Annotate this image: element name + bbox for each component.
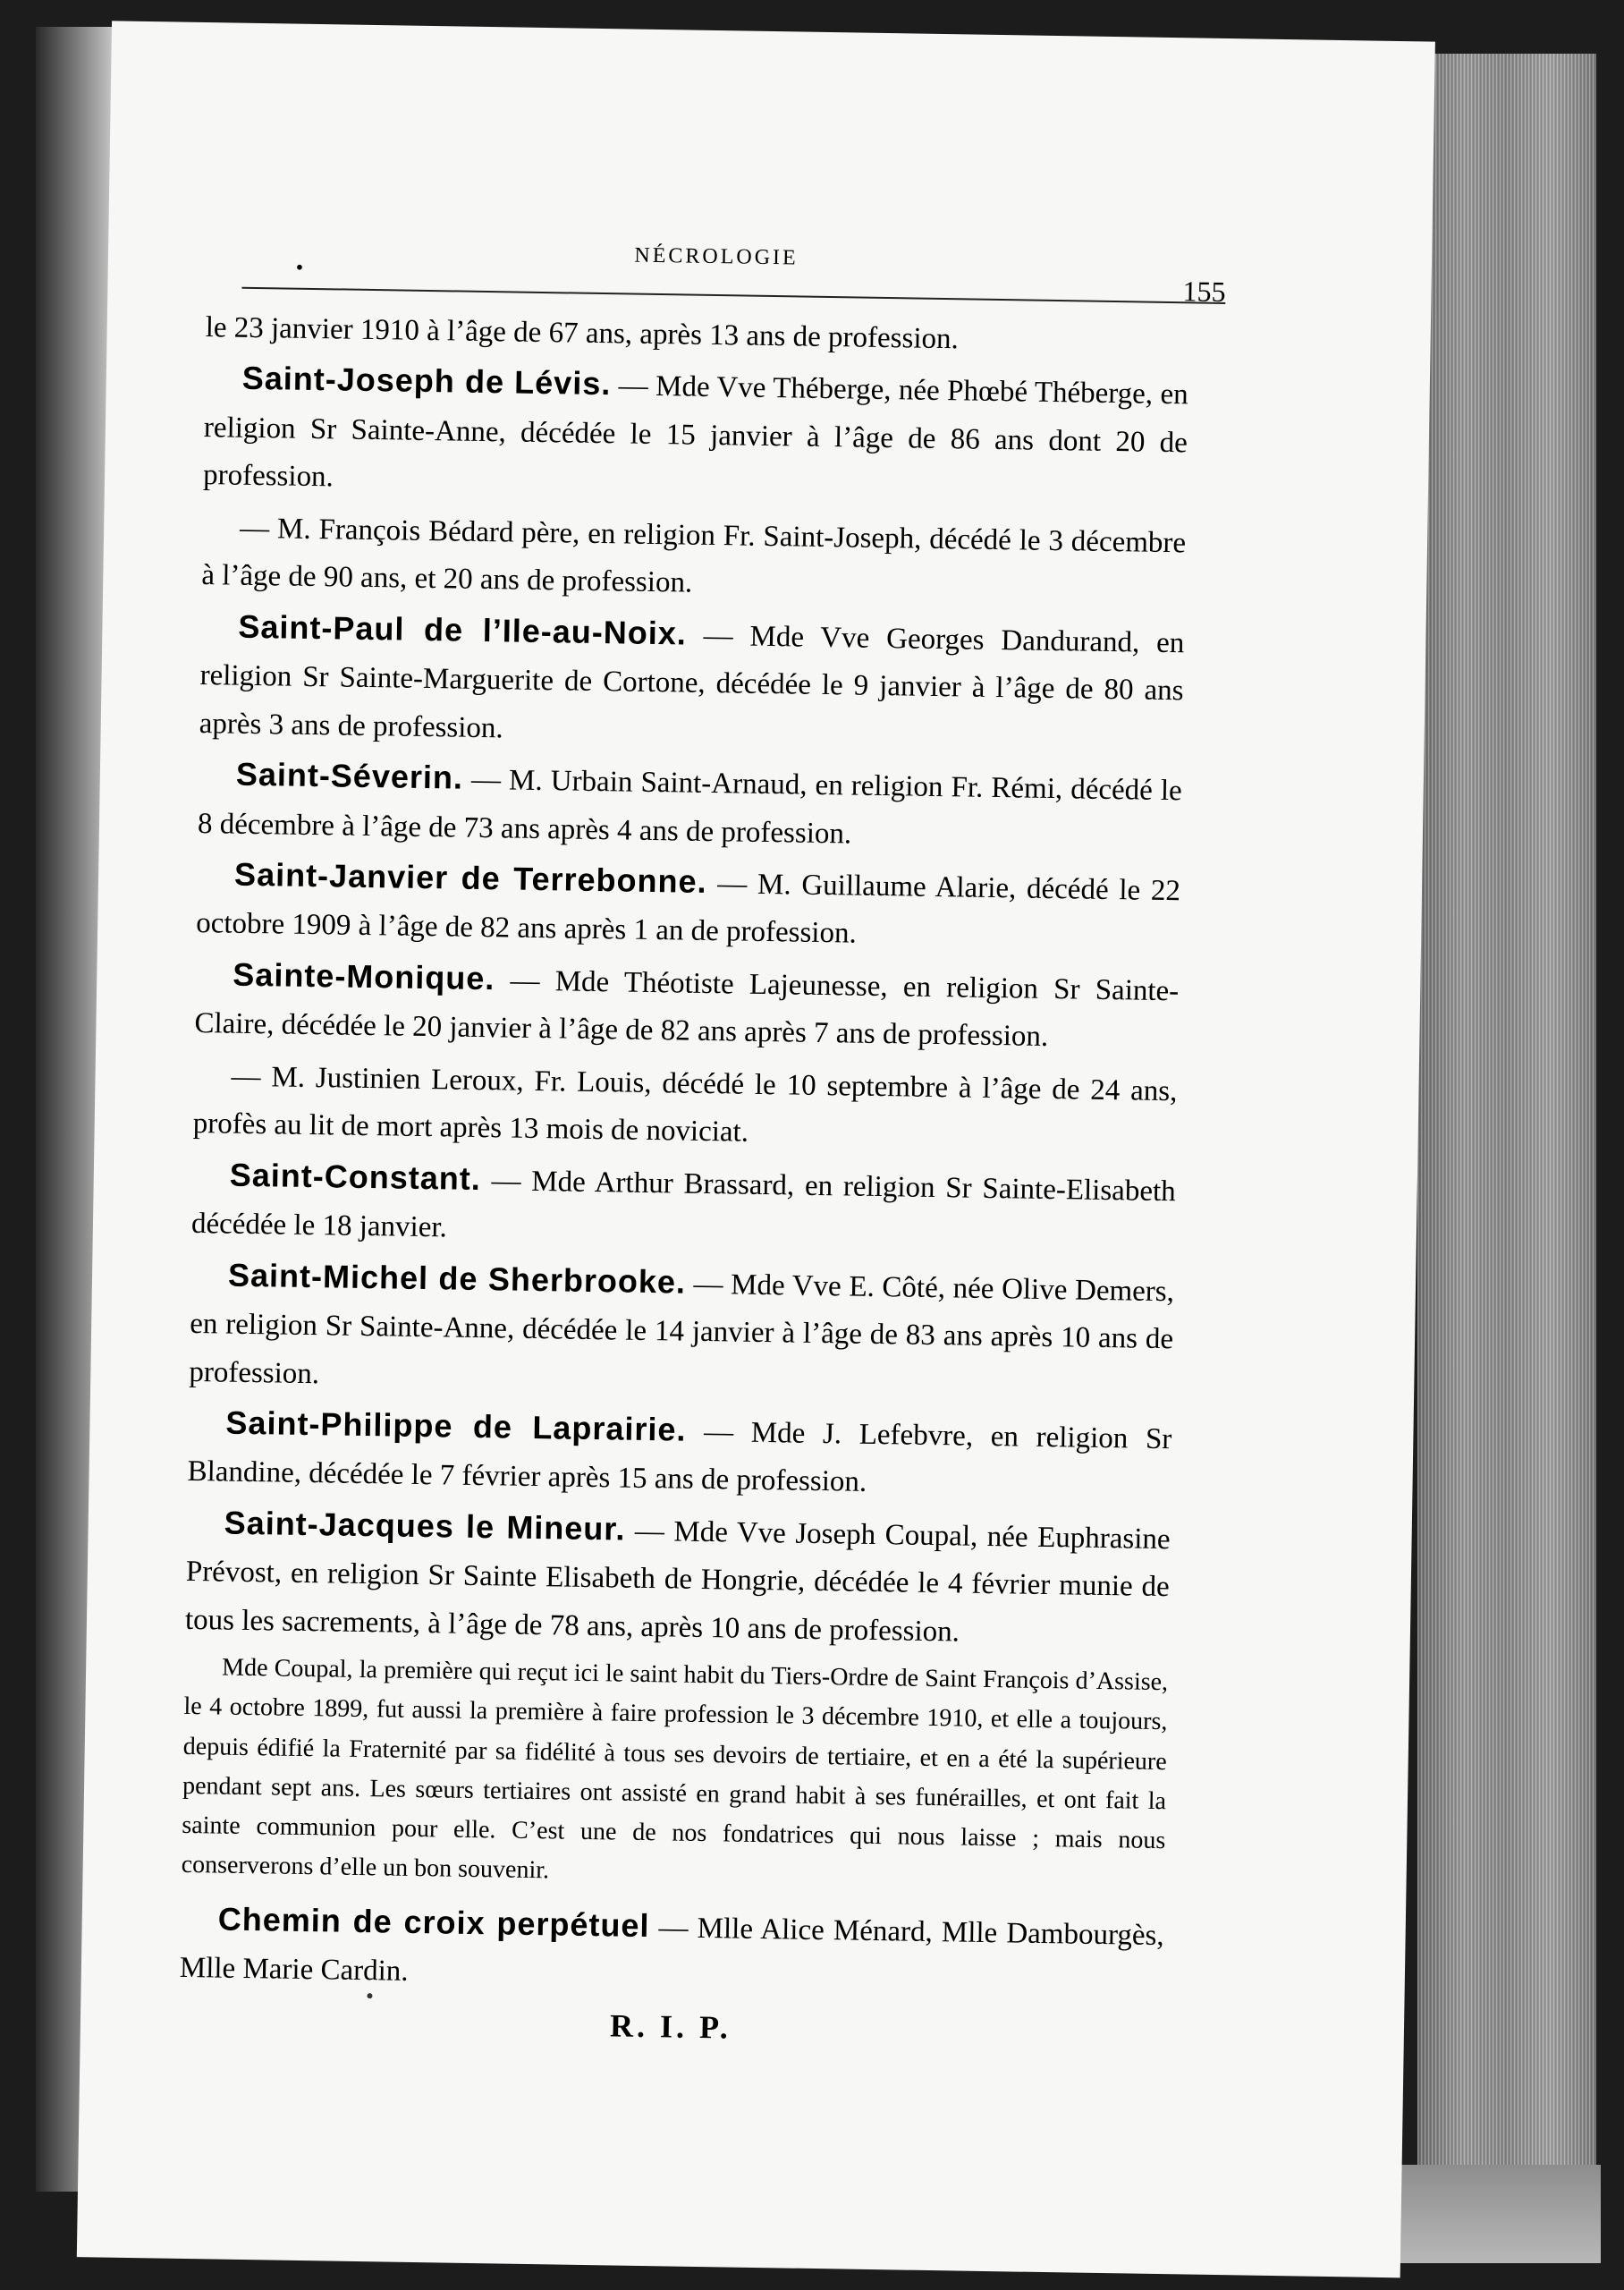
entry: Saint-Philippe de Laprairie. — Mde J. Lefebvre, en religion Sr Blandine, décédée le 7 février après 15 ans de profession. [187, 1404, 1172, 1499]
entry: — M. Justinien Leroux, Fr. Louis, décédé le 10 septembre à l’âge de 24 ans, profès au lit de mort après 13 mois de noviciat. [192, 1060, 1178, 1149]
book-page [77, 21, 1435, 2277]
entry: Saint-Constant. — Mde Arthur Brassard, en religion Sr Sainte-Elisabeth décédée le 18 janvier. [190, 1156, 1176, 1244]
running-title: NÉCROLOGIE [634, 243, 799, 270]
entry: Sainte-Monique. — Mde Théotiste Lajeunesse, en religion Sr Sainte-Claire, décédée le 20 janvier à l’âge de 82 ans après 7 ans de profession. [194, 955, 1180, 1054]
book-page-edges [1417, 54, 1596, 2254]
page-number: 155 [1182, 275, 1226, 308]
entry: Saint-Paul de l’Ile-au-Noix. — Mde Vve Georges Dandurand, en religion Sr Sainte-Marguerite de Cortone, décédée le 9 janvier à l’âge de 80 ans après 3 ans de profession. [199, 607, 1185, 744]
book-bottom-edge [1368, 2165, 1601, 2263]
entry: Saint-Séverin. — M. Urbain Saint-Arnaud, en religion Fr. Rémi, décédé le 8 décembre à l’âge de 73 ans après 4 ans de profession. [197, 755, 1182, 851]
obituary-text [179, 300, 1190, 2060]
entry: Saint-Jacques le Mineur. — Mde Vve Joseph Coupal, née Euphrasine Prévost, en religion Sr Sainte Elisabeth de Hongrie, décédée le 4 février munie de tous les sacrements, à l’âge de 78 ans, après 10 ans de profession. [184, 1504, 1171, 1649]
final-entry: Chemin de croix perpétuel — Mlle Alice Ménard, Mlle Dambourgès, Mlle Marie Cardin. [179, 1900, 1164, 1988]
ink-dot [367, 1993, 372, 1998]
entry: Saint-Joseph de Lévis. — Mde Vve Théberge, née Phœbé Théberge, en religion Sr Sainte-Anne, décédée le 15 janvier à l’âge de 86 ans dont 20 de profession. [202, 360, 1188, 494]
entry: Saint-Janvier de Terrebonne. — M. Guillaume Alarie, décédé le 22 octobre 1909 à l’âge de 82 ans après 1 an de profession. [195, 855, 1181, 951]
ink-dot: • [295, 256, 304, 280]
header-rule [241, 287, 1225, 304]
running-head [206, 206, 1226, 308]
entry: le 23 janvier 1910 à l’âge de 67 ans, après 13 ans de profession. [205, 311, 960, 356]
entry: — M. François Bédard père, en religion Fr. Saint-Joseph, décédé le 3 décembre à l’âge de 90 ans, et 20 ans de profession. [201, 512, 1187, 599]
rip-closing: R. I. P. [609, 2006, 732, 2046]
entry: Saint-Michel de Sherbrooke. — Mde Vve E. Côté, née Olive Demers, en religion Sr Sainte-Anne, décédée le 14 janvier à l’âge de 83 ans après 10 ans de profession. [189, 1256, 1175, 1390]
footnote: Mde Coupal, la première qui reçut ici le saint habit du Tiers-Ordre de Saint François d’Assise, le 4 octobre 1899, fut aussi la première à faire profession le 3 décembre 1910, et elle a toujours, depuis édifié la Fraternité par sa fidélité à tous ses devoirs de tertiaire, et en a été la supérieure pendant sept ans. Les sœurs tertiaires ont assisté en grand habit à ses funérailles, et ont fait la sainte communion pour elle. C’est une de nos fondatrices qui nous laisse ; mais nous conserverons d’elle un bon souvenir. [181, 1653, 1169, 1885]
